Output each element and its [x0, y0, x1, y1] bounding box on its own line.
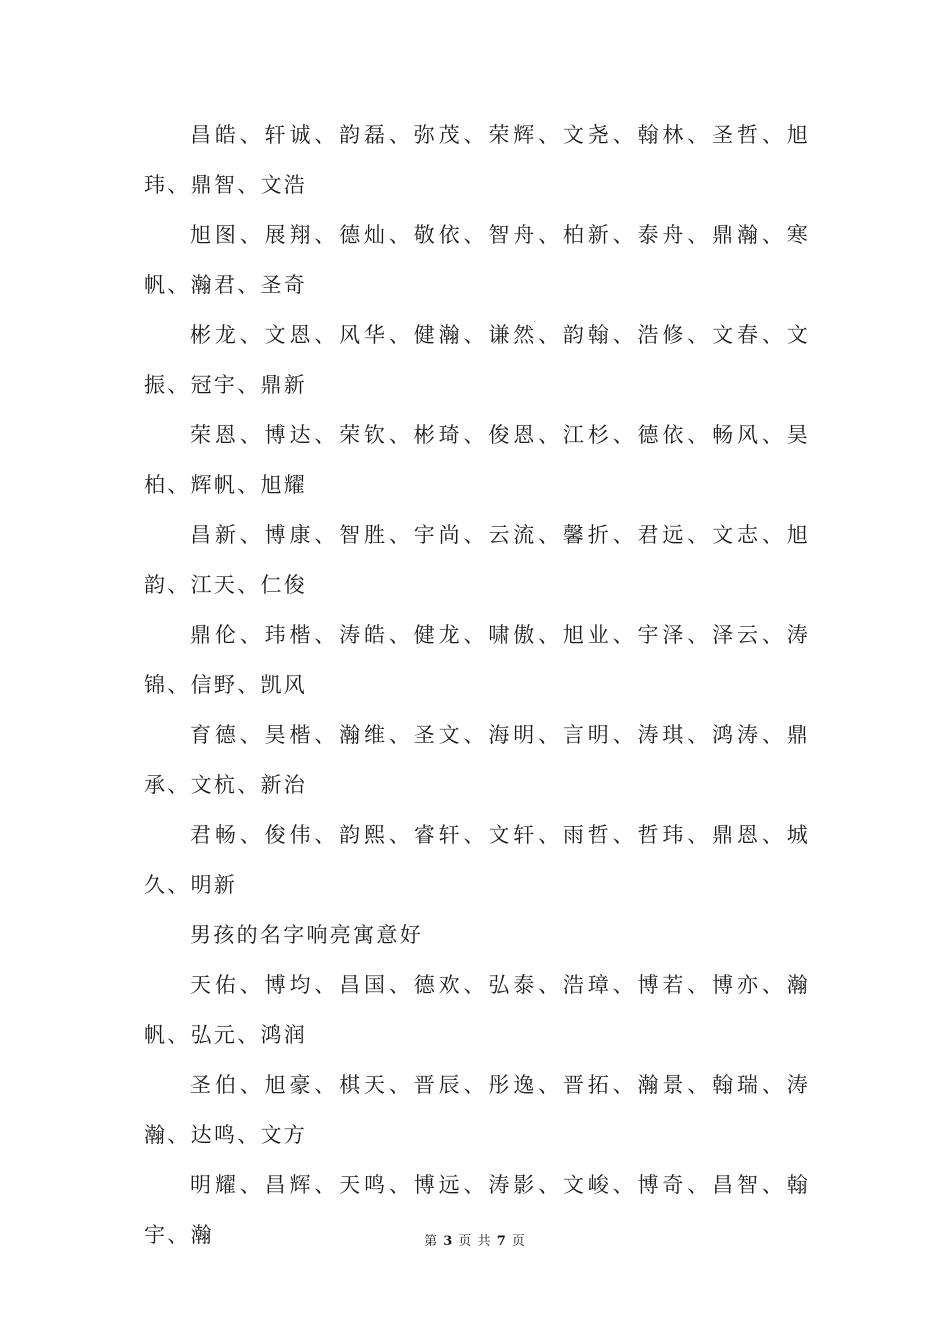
name-list-paragraph: 荣恩、博达、荣钦、彬琦、俊恩、江杉、德依、畅风、昊柏、辉帆、旭耀: [144, 423, 810, 497]
footer-prefix: 第: [424, 1234, 439, 1249]
name-list-paragraph: 昌新、博康、智胜、宇尚、云流、馨折、君远、文志、旭韵、江天、仁俊: [144, 523, 810, 597]
name-list-paragraph: 育德、昊楷、瀚维、圣文、海明、言明、涛琪、鸿涛、鼎承、文杭、新治: [144, 723, 810, 797]
name-list-paragraph: 鼎伦、玮楷、涛皓、健龙、啸傲、旭业、宇泽、泽云、涛锦、信野、凯风: [144, 623, 810, 697]
name-list-paragraph: 君畅、俊伟、韵熙、睿轩、文轩、雨哲、哲玮、鼎恩、城久、明新: [144, 823, 810, 897]
name-list-paragraph: 旭图、展翔、德灿、敬依、智舟、柏新、泰舟、鼎瀚、寒帆、瀚君、圣奇: [144, 223, 810, 297]
name-list-paragraph: 明耀、昌辉、天鸣、博远、涛影、文峻、博奇、昌智、翰宇、瀚: [144, 1173, 810, 1247]
footer-middle: 页 共: [458, 1234, 492, 1249]
name-list-paragraph: 彬龙、文恩、风华、健瀚、谦然、韵翰、浩修、文春、文振、冠宇、鼎新: [144, 323, 810, 397]
name-list-paragraph: 昌皓、轩诚、韵磊、弥茂、荣辉、文尧、翰林、圣哲、旭玮、鼎智、文浩: [144, 123, 810, 197]
page-footer: [0, 1230, 950, 1249]
footer-suffix: 页: [511, 1234, 526, 1249]
document-body: [144, 110, 810, 1260]
name-list-paragraph: 圣伯、旭豪、棋天、晋辰、彤逸、晋拓、瀚景、翰瑞、涛瀚、达鸣、文方: [144, 1073, 810, 1147]
current-page-number: 3: [443, 1234, 454, 1249]
section-heading: 男孩的名字响亮寓意好: [190, 923, 423, 947]
name-list-paragraph: 天佑、博均、昌国、德欢、弘泰、浩璋、博若、博亦、瀚帆、弘元、鸿润: [144, 973, 810, 1047]
total-page-number: 7: [496, 1234, 507, 1249]
